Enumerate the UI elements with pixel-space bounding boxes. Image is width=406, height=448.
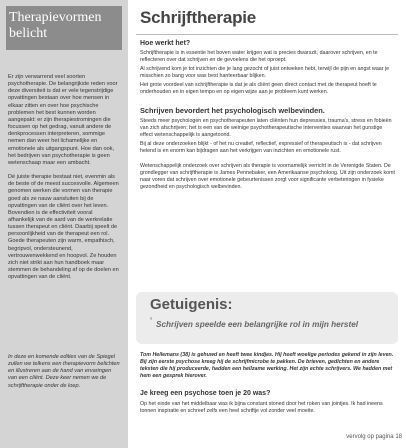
- paragraph: Al schrijvend kom je tot inzichten die je lang gezocht of juist ontweken hebt, terwijl de pijn en angst waar je misschien zo bang voor was best hanteerbaar blijken.: [140, 66, 390, 79]
- section-heading-psychose: Je kreeg een psychose toen je 20 was?: [140, 390, 271, 397]
- sidebar-paragraph: Er zijn verwarrend veel soorten psychotherapie. De belangrijkste reden voor deze diversiteit is dat er vele tegenstrijdige opvattingen bestaan over hoe mensen in elkaar zitten en over hoe psychische problemen het best kunnen worden aangepakt: er zijn therapiestromingen die focussen op het gedrag, vanuit andere de denkprocessen interpreteren, sommige nemen dan weer het lichamelijke en emotionele als uitgangspunt. Hoe dan ook, het bedrijven van psychotherapie is geen wetenschaap maar een ambacht.: [8, 74, 118, 166]
- paragraph: Bij al deze onderzoeken blijkt - of het nu creatief, reflectief, expressief of therapeutisch is - dat schrijven helend is en enorm kan bijdragen aan het verkrijgen van inzichten en emotionele rust.: [140, 141, 382, 154]
- sidebar-title: [6, 6, 122, 50]
- sidebar-title-line-1: Therapievormen: [9, 10, 102, 25]
- section-heading-welbevinden: Schrijven bevordert het psychologisch welbevinden.: [140, 106, 325, 115]
- paragraph: Het grote voordeel van schrijftherapie is dat je als cliënt geen direct contact met de therapeut hoeft te onderhouden en in eigen tempo en op eigen wijze aan je probleem kunt werken.: [140, 82, 377, 95]
- testimony-intro: Tom Hellemans (38) is gehuwd en heeft twee kindjes. Hij heeft woelige periodes gekend in zijn leven. Bij zijn eerste psychose kreeg hij de schrijfmicrobe te pakken. De brieven, gedichten en andere teksten die hij produceerde, hadden een heilzame werking. Het zijn echte schrijvers. We hadden met hem een gesprek hierover.: [140, 352, 394, 379]
- continued-on-page: vervolg op pagina 18: [346, 434, 402, 440]
- page-title: Schrijftherapie: [140, 8, 257, 27]
- sidebar: [0, 0, 128, 448]
- paragraph: Steeds meer psychologen en psychotherapeuten laten cliënten hun depressies, trauma's, stress en fobieën van zich afschrijven; het is een van de weinige psychotherapeutische interventies waarvan het gunstige effect wetenschappelijk is aangetoond.: [140, 118, 392, 138]
- sidebar-body: [8, 74, 120, 288]
- quote-mark: ‘: [150, 316, 153, 327]
- sidebar-title-line-2: belicht: [9, 26, 48, 41]
- sidebar-paragraph: Dé juiste therapie bestaat niet, evenmin als de beste of de meest succesvolle. Algemeen genomen werken die vormen van therapie goed als ze nauw aansluiten bij de opvattingen van de cliënt over het leven. Bovendien is de effectiviteit vooral afhankelijk van de aard van de werkrelatie tussen therapeut en cliënt. Daarbij speelt de persoonlijkheid van de therapeut een rol. Goede therapeuten zijn warm, empathisch, begripvol, ondersteunend, vertrouwenwekkend en hoopvol. Ze houden zich niet strikt aan hun handboek maar stemmen de behandeling af op de doelen en opvattingen van de cliënt.: [8, 174, 119, 281]
- paragraph: Wetenschappelijk onderzoek over schrijven als therapie is voornamelijk verricht in de Verenigde Staten. De grondlegger van schrijftherapie is James Pennebaker, een Amerikaanse psycholoog. Uit zijn onderzoek komt naar voren dat schrijven over emotionele gebeurtenissen zorgt voor significante verbeteringen in fysieke gezondheid en psychologisch welbevinden.: [140, 163, 395, 190]
- paragraph: Schrijftherapie is in essentie het boven water krijgen wat is precies dwarszit, daarover schrijven, en te reflecteren over dat schrijven en de gevoelens die het oproept.: [140, 50, 378, 63]
- testimony-quote: Schrijven speelde een belangrijke rol in mijn herstel: [156, 320, 359, 329]
- paragraph: Op het einde van het middelbaar was ik bijna constant stoned door het roken van jointjes. Ik had ineens tonnen inspiratie en schreef zelfs een heel schriftje vol zonder veel moeite.: [140, 401, 383, 414]
- testimony-heading: Getuigenis:: [150, 296, 233, 313]
- title-divider: [136, 34, 398, 35]
- testimony-quote-box: [136, 292, 398, 344]
- section-heading-how: Hoe werkt het?: [140, 40, 191, 47]
- sidebar-note: In deze en komende edities van de Spiegel zullen we telkens een therapievorm belichten en illustreren aan de hand van ervaringen van een cliënt. Deze keer nemen we de schrijftherapie onder de loep.: [8, 354, 120, 389]
- main-column: [136, 0, 398, 448]
